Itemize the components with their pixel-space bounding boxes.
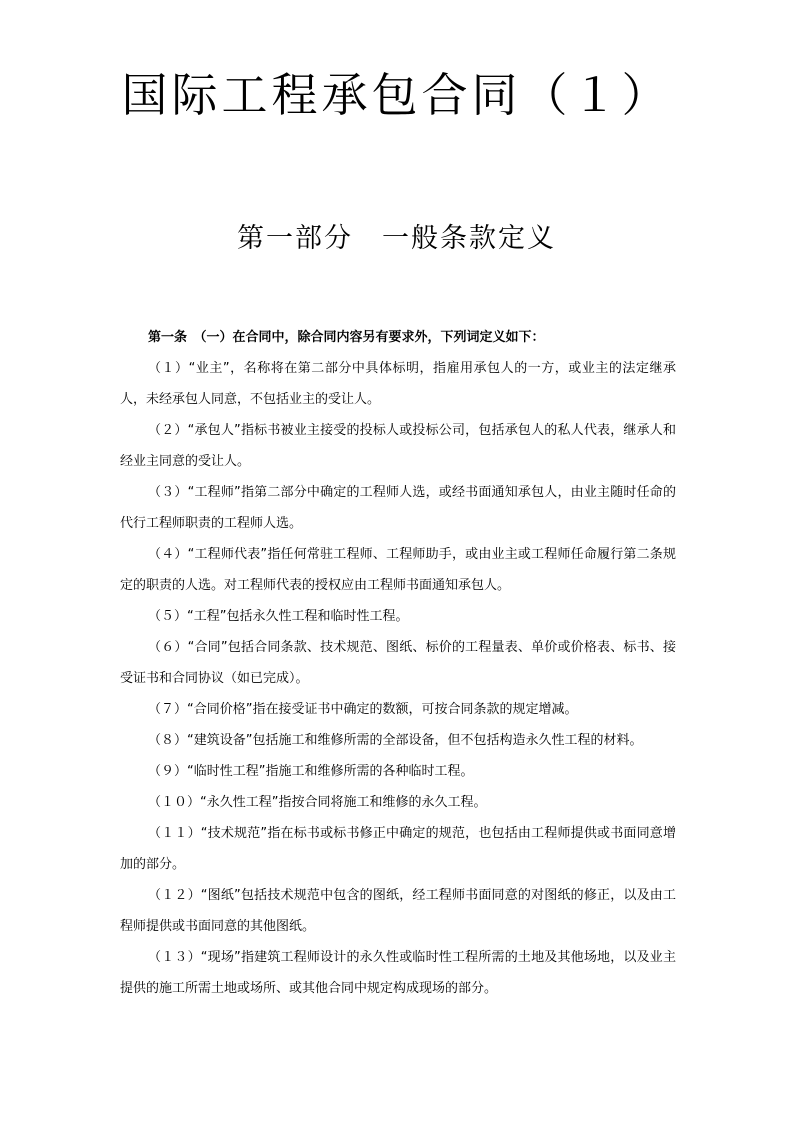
part-title: 第一部分 一般条款定义 [237,223,556,254]
clause-8: （８）“建筑设备”包括施工和维修所需的全部设备，但不包括构造永久性工程的材料。 [148,733,643,748]
clause-10: （１０）“永久性工程”指按合同将施工和维修的永久工程。 [148,795,487,810]
article-heading: 第一条 （一）在合同中，除合同内容另有要求外，下列词定义如下： [148,330,545,345]
clause-12: （１２）“图纸”包括技术规范中包含的图纸，经工程师书面同意的对图纸的修正，以及由工程师提供或书面同意的其他图纸。 [120,888,676,934]
clause-11: （１１）“技术规范”指在标书或标书修正中确定的规范，也包括由工程师提供或书面同意增加的部分。 [120,826,676,872]
clause-13: （１３）“现场”指建筑工程师设计的永久性或临时性工程所需的土地及其他场地，以及业主提供的施工所需土地或场所、或其他合同中规定构成现场的部分。 [120,950,676,996]
clause-4: （４）“工程师代表”指任何常驻工程师、工程师助手，或由业主或工程师任命履行第二条规定的职责的人选。对工程师代表的授权应由工程师书面通知承包人。 [120,547,676,593]
document-body [120,322,676,1004]
clause-6: （６）“合同”包括合同条款、技术规范、图纸、标价的工程量表、单价或价格表、标书、接受证书和合同协议（如已完成）。 [120,640,676,686]
clause-3: （３）“工程师”指第二部分中确定的工程师人选，或经书面通知承包人，由业主随时任命的代行工程师职责的工程师人选。 [120,485,676,531]
clause-2: （２）“承包人”指标书被业主接受的投标人或投标公司，包括承包人的私人代表，继承人和经业主同意的受让人。 [120,423,676,469]
document-title: 国际工程承包合同（１） [121,68,672,122]
clause-7: （７）“合同价格”指在接受证书中确定的数额，可按合同条款的规定增减。 [148,702,578,717]
clause-5: （５）“工程”包括永久性工程和临时性工程。 [148,609,409,624]
clause-9: （９）“临时性工程”指施工和维修所需的各种临时工程。 [148,764,474,779]
clause-1: （１）“业主”，名称将在第二部分中具体标明，指雇用承包人的一方，或业主的法定继承人，未经承包人同意，不包括业主的受让人。 [120,361,676,407]
